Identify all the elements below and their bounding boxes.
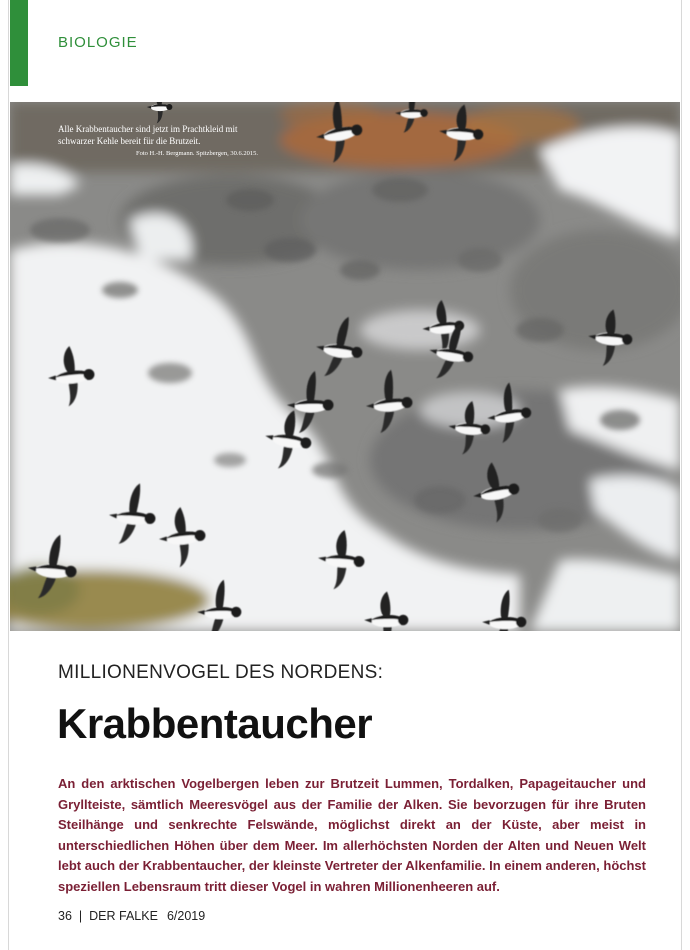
page-footer (58, 909, 205, 923)
photo-scene (10, 102, 680, 631)
photo-caption-text: Alle Krabbentaucher sind jetzt im Prachtkleid mit schwarzer Kehle bereit für die Brutzeit. (58, 124, 238, 146)
article-kicker: MILLIONENVOGEL DES NORDENS: (58, 662, 384, 683)
magazine-name: DER FALKE (89, 909, 158, 923)
page-number: 36 (58, 909, 72, 923)
section-color-bar (10, 0, 28, 86)
photo-caption (58, 124, 258, 160)
footer-separator: | (78, 909, 83, 923)
photo-credit: Foto H.-H. Bergmann. Spitzbergen, 30.6.2015. (136, 150, 258, 157)
article-title: Krabbentaucher (57, 700, 373, 747)
photo-little-auks (10, 102, 680, 631)
issue-number: 6/2019 (166, 909, 206, 923)
section-label: BIOLOGIE (58, 34, 138, 51)
article-lead: An den arktischen Vogelbergen leben zur Brutzeit Lummen, Tordalken, Papageitaucher und Gryllteiste, sämtlich Meeresvögel aus der Familie der Alken. Sie bevorzugen für ihre Bruten Steilhänge und senkrechte Felswände, möglichst direkt an der Küste, aber meist in unterschiedlichen Höhen über dem Meer. Im allerhöchsten Norden der Alten und Neuen Welt lebt auch der Krabbentaucher, der kleinste Vertreter der Alkenfamilie. In einem anderen, höchst speziellen Lebensraum tritt dieser Vogel in wahren Millionenheeren auf. (58, 776, 646, 894)
